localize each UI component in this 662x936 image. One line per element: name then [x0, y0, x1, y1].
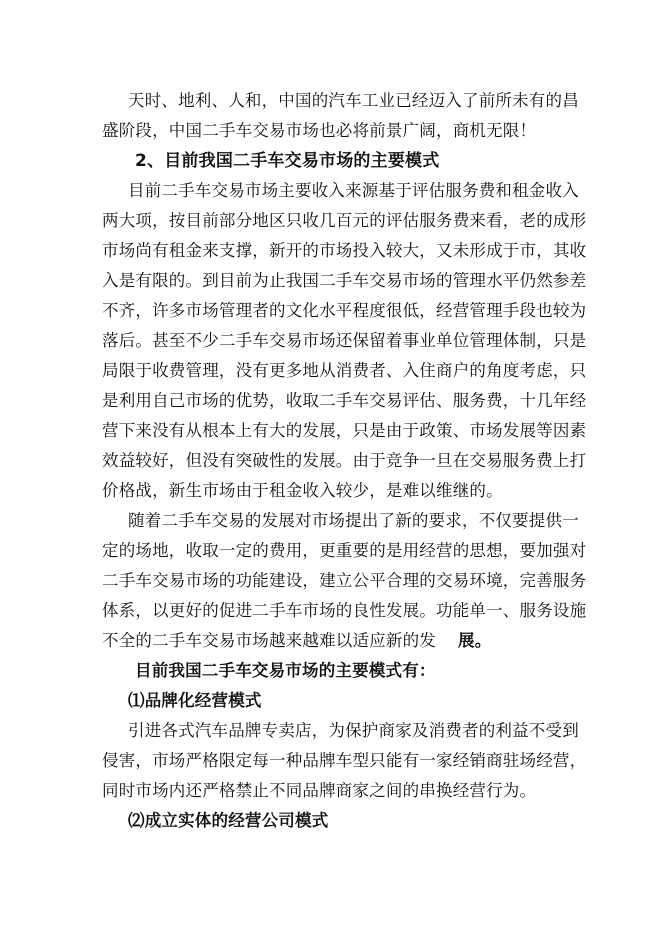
para1-line-11: 价格战，新生市场由于租金收入较少，是难以维继的。	[102, 481, 503, 500]
para1-line-8: 是利用自己市场的优势，收取二手车交易评估、服务费，十几年经	[102, 391, 587, 410]
para2-line-4: 体系，以更好的促进二手车市场的良性发展。功能单一、服务设施	[102, 601, 587, 620]
para1-line-6: 落后。甚至不少二手车交易市场还保留着事业单位管理体制，只是	[102, 331, 587, 350]
para1-line-1: 目前二手车交易市场主要收入来源基于评估服务费和租金收入	[128, 181, 579, 200]
para1-line-4: 入是有限的。到目前为止我国二手车交易市场的管理水平仍然参差	[102, 271, 587, 290]
para2-line-1: 随着二手车交易的发展对市场提出了新的要求，不仅要提供一	[128, 511, 579, 530]
para2-line-2: 定的场地，收取一定的费用，更重要的是用经营的思想，要加强对	[102, 541, 587, 560]
mode2-heading: ⑵成立实体的经营公司模式	[128, 811, 329, 830]
para1-line-9: 营下来没有从根本上有大的发展，只是由于政策、市场发展等因素	[102, 421, 587, 440]
mode1-line-2: 侵害，市场严格限定每一种品牌车型只能有一家经销商驻场经营，	[102, 751, 587, 770]
mode1-line-3: 同时市场内还严格禁止不同品牌商家之间的串换经营行为。	[102, 781, 537, 800]
para1-line-10: 效益较好，但没有突破性的发展。由于竞争一旦在交易服务费上打	[102, 451, 587, 470]
para1-line-3: 市场尚有租金来支撑，新开的市场投入较大，又未形成于市，其收	[102, 241, 587, 260]
para2-line-3: 二手车交易市场的功能建设，建立公平合理的交易环境，完善服务	[102, 571, 587, 590]
intro-line-1: 天时、地利、人和，中国的汽车工业已经迈入了前所未有的昌	[128, 91, 579, 110]
para2-last-bold: 展。	[458, 631, 492, 650]
section-heading: 2、目前我国二手车交易市场的主要模式	[135, 151, 440, 171]
mode1-heading: ⑴品牌化经营模式	[128, 691, 262, 710]
para1-line-2: 两大项，按目前部分地区只收几百元的评估服务费来看，老的成形	[102, 211, 587, 230]
para1-line-5: 不齐，许多市场管理者的文化水平程度很低，经营管理手段也较为	[102, 301, 587, 320]
modes-heading: 目前我国二手车交易市场的主要模式有：	[135, 661, 436, 680]
intro-line-2: 盛阶段，中国二手车交易市场也必将前景广阔，商机无限！	[102, 121, 537, 140]
para2-line-5	[102, 631, 491, 651]
mode1-line-1: 引进各式汽车品牌专卖店，为保护商家及消费者的利益不受到	[128, 721, 579, 740]
para2-last-text: 不全的二手车交易市场越来越难以适应新的发	[102, 631, 436, 650]
para1-line-7: 局限于收费管理，没有更多地从消费者、入住商户的角度考虑，只	[102, 361, 587, 380]
